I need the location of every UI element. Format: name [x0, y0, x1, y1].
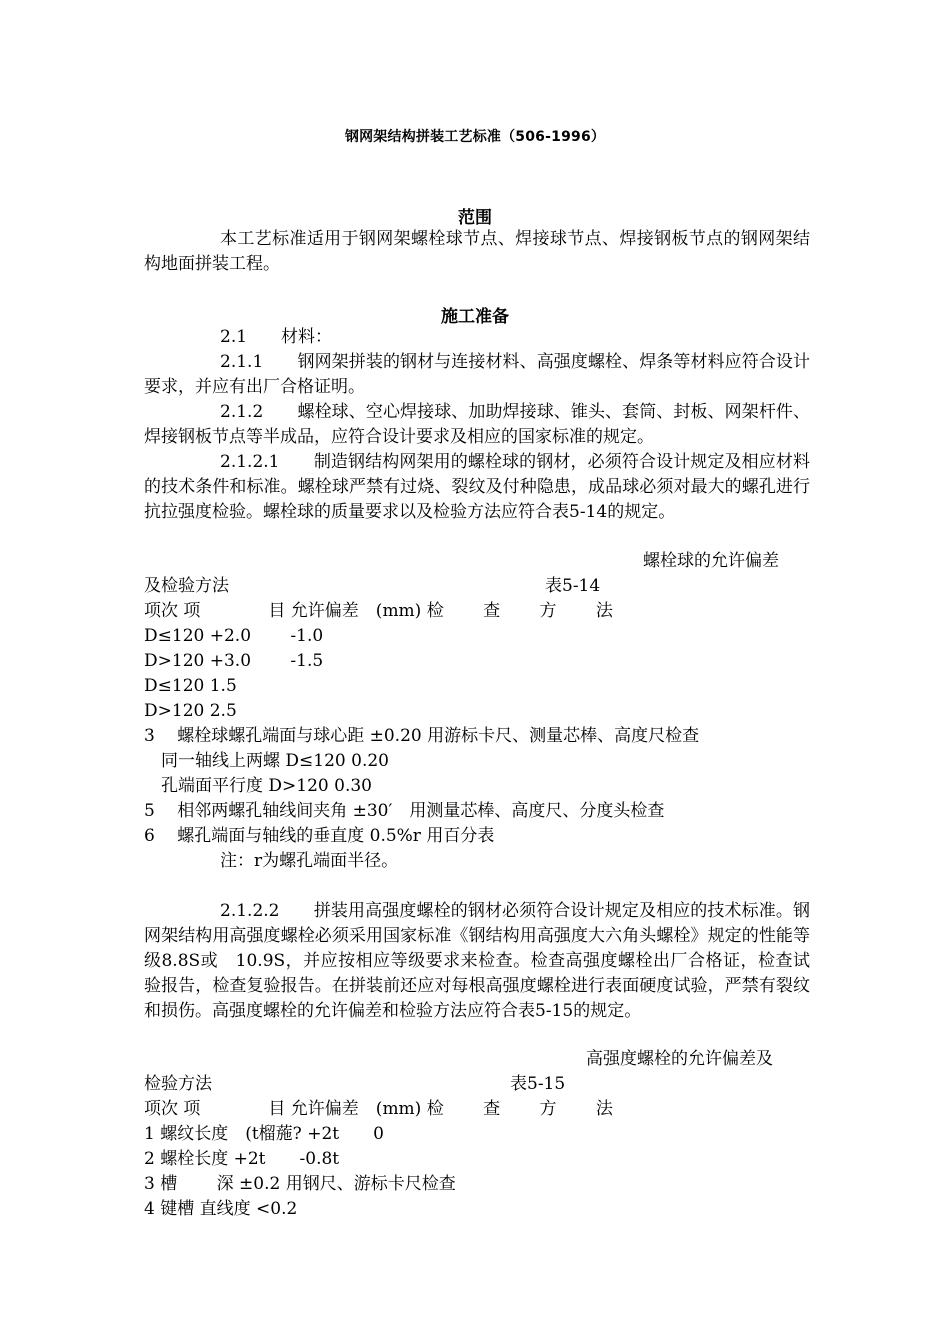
table-5-14-note: 注：r为螺孔端面半径。: [220, 851, 399, 871]
table-5-14-caption-right: 螺栓球的允许偏差: [643, 551, 779, 571]
table-row: 3 螺栓球螺孔端面与球心距 ±0.20 用游标卡尺、测量芯棒、高度尺检查: [144, 726, 700, 746]
item-2-1-2-2: 2.1.2.2 拼装用高强度螺栓的钢材必须符合设计规定及相应的技术标准。钢网架结构用高强度螺栓必须采用国家标准《钢结构用高强度大六角头螺栓》规定的性能等级8.8S或 10.9S，并应按相应等级要求来检查。检查高强度螺栓出厂合格证，检查试验报告，检查复验报告。在拼装前还应对每根高强度螺栓进行表面硬度试验，严禁有裂纹和损伤。高强度螺栓的允许偏差和检验方法应符合表5-15的规定。: [144, 901, 810, 1021]
table-row: D≤120 +2.0 -1.0: [144, 626, 324, 646]
table-row: 2 螺栓长度 +2t -0.8t: [144, 1149, 340, 1169]
section-heading-preparation: 施工准备: [441, 307, 509, 327]
section-heading-scope: 范围: [458, 208, 492, 228]
table-row: 孔端面平行度 D>120 0.30: [144, 776, 372, 796]
table-5-15-caption-right: 高强度螺栓的允许偏差及: [586, 1049, 773, 1069]
table-5-14-header: 项次 项 目 允许偏差 (mm) 检 查 方 法: [144, 601, 613, 621]
table-row: 6 螺孔端面与轴线的垂直度 0.5%r 用百分表: [144, 826, 495, 846]
table-5-15-caption-left: 检验方法: [144, 1074, 212, 1094]
scope-paragraph: 本工艺标准适用于钢网架螺栓球节点、焊接球节点、焊接钢板节点的钢网架结构地面拼装工程。: [144, 229, 810, 274]
table-row: D>120 +3.0 -1.5: [144, 651, 324, 671]
table-5-15-number: 表5-15: [510, 1074, 566, 1094]
document-title: 钢网架结构拼装工艺标准（506-1996）: [344, 129, 606, 145]
table-5-14-caption-left: 及检验方法: [144, 576, 229, 596]
table-5-15-header: 项次 项 目 允许偏差 (mm) 检 查 方 法: [144, 1099, 613, 1119]
item-2-1-2: 2.1.2 螺栓球、空心焊接球、加助焊接球、锥头、套筒、封板、网架杆件、焊接钢板节点等半成品，应符合设计要求及相应的国家标准的规定。: [144, 402, 810, 447]
table-row: D>120 2.5: [144, 701, 237, 721]
table-row: 5 相邻两螺孔轴线间夹角 ±30′ 用测量芯棒、高度尺、分度头检查: [144, 801, 665, 821]
item-2-1-1: 2.1.1 钢网架拼装的钢材与连接材料、高强度螺栓、焊条等材料应符合设计要求，并应有出厂合格证明。: [144, 352, 810, 397]
table-row: D≤120 1.5: [144, 676, 237, 696]
table-row: 同一轴线上两螺 D≤120 0.20: [144, 751, 389, 771]
table-row: 3 槽 深 ±0.2 用钢尺、游标卡尺检查: [144, 1174, 456, 1194]
table-row: 1 螺纹长度 (t榴葹? +2t 0: [144, 1124, 384, 1144]
table-row: 4 键槽 直线度 <0.2: [144, 1199, 298, 1219]
item-2-1: 2.1 材料：: [220, 327, 333, 347]
table-5-14-number: 表5-14: [545, 576, 601, 596]
item-2-1-2-1: 2.1.2.1 制造钢结构网架用的螺栓球的钢材，必须符合设计规定及相应材料的技术条件和标准。螺栓球严禁有过烧、裂纹及付种隐患，成品球必须对最大的螺孔进行抗拉强度检验。螺栓球的质量要求以及检验方法应符合表5-14的规定。: [144, 452, 810, 522]
